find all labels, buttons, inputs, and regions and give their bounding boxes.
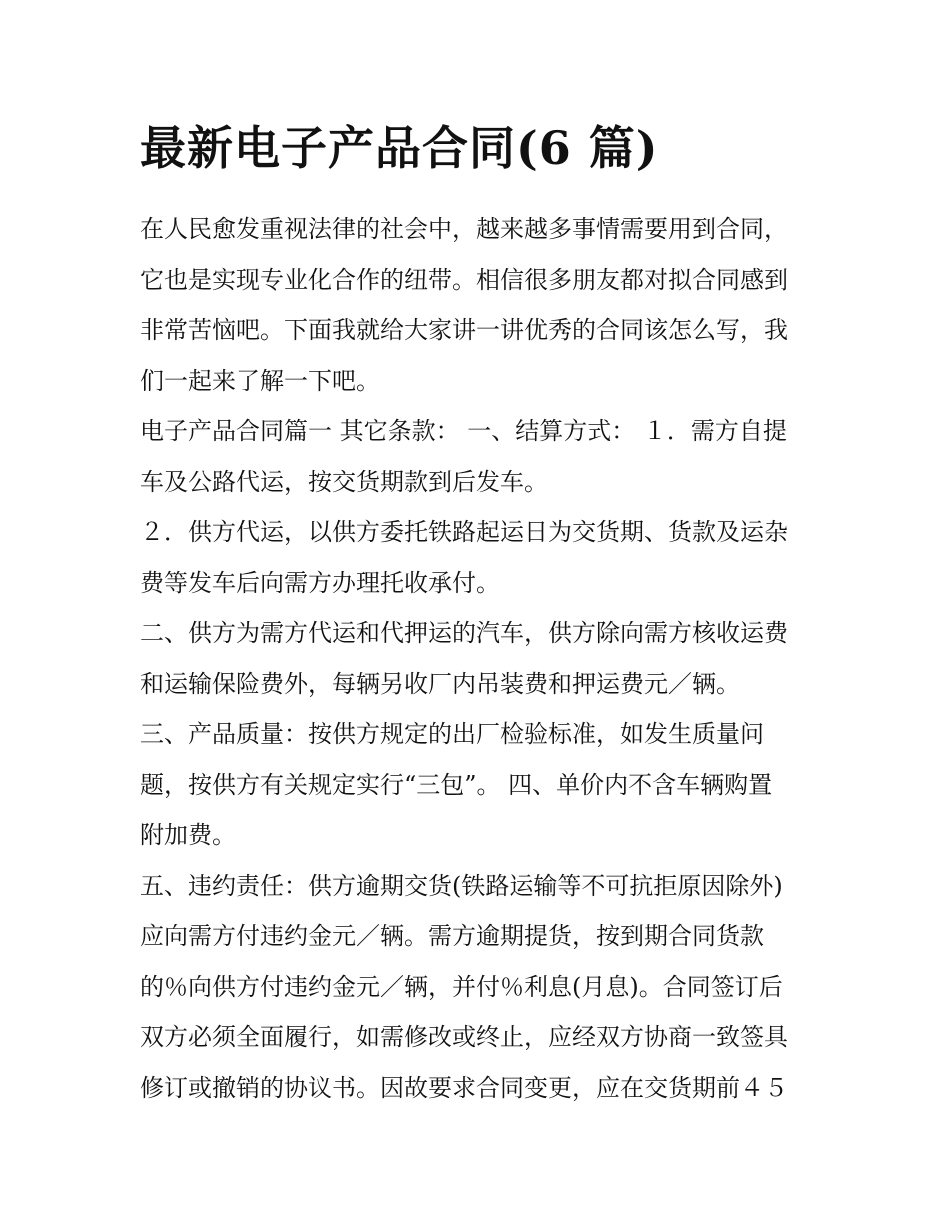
text-line: 三、产品质量：按供方规定的出厂检验标准，如发生质量问: [140, 720, 764, 748]
text-line: 附加费。: [140, 821, 236, 849]
text-line: 和运输保险费外，每辆另收厂内吊装费和押运费元／辆。: [140, 669, 740, 698]
text-line: 应向需方付违约金元／辆。需方逾期提货，按到期合同货款: [140, 922, 764, 950]
document-title: 最新电子产品合同(6 篇): [140, 121, 659, 175]
text-line: 费等发车后向需方办理托收承付。: [140, 568, 500, 597]
intro-paragraph: [140, 204, 820, 406]
text-line: 电子产品合同篇一 其它条款： 一、结算方式： １．需方自提: [140, 417, 787, 445]
text-line: 非常苦恼吧。下面我就给大家讲一讲优秀的合同该怎么写，我: [140, 316, 788, 344]
clause-escort-fees: [140, 608, 820, 709]
clause-liability: [140, 861, 820, 1114]
clause-product-quality: [140, 709, 820, 861]
clause-supplier-shipping: [140, 507, 820, 608]
text-line: 们一起来了解一下吧。: [140, 366, 380, 395]
document-page: [140, 112, 820, 1113]
text-line: 它也是实现专业化合作的纽带。相信很多朋友都对拟合同感到: [140, 265, 788, 294]
text-line: 双方必须全面履行，如需修改或终止，应经双方协商一致签具: [140, 1023, 788, 1051]
text-line: ２．供方代运，以供方委托铁路起运日为交货期、货款及运杂: [140, 518, 788, 546]
text-line: 五、违约责任：供方逾期交货(铁路运输等不可抗拒原因除外): [140, 871, 783, 900]
text-line: 的％向供方付违约金元／辆，并付％利息(月息)。合同签订后: [140, 972, 783, 1001]
text-line: 车及公路代运，按交货期款到后发车。: [140, 467, 548, 496]
clause-settlement: [140, 406, 820, 507]
text-line: 二、供方为需方代运和代押运的汽车，供方除向需方核收运费: [140, 619, 788, 647]
text-line: 题，按供方有关规定实行“三包”。 四、单价内不含车辆购置: [140, 770, 773, 799]
text-line: 在人民愈发重视法律的社会中，越来越多事情需要用到合同，: [140, 215, 788, 243]
text-line: 修订或撤销的协议书。因故要求合同变更，应在交货期前４５: [140, 1073, 788, 1102]
